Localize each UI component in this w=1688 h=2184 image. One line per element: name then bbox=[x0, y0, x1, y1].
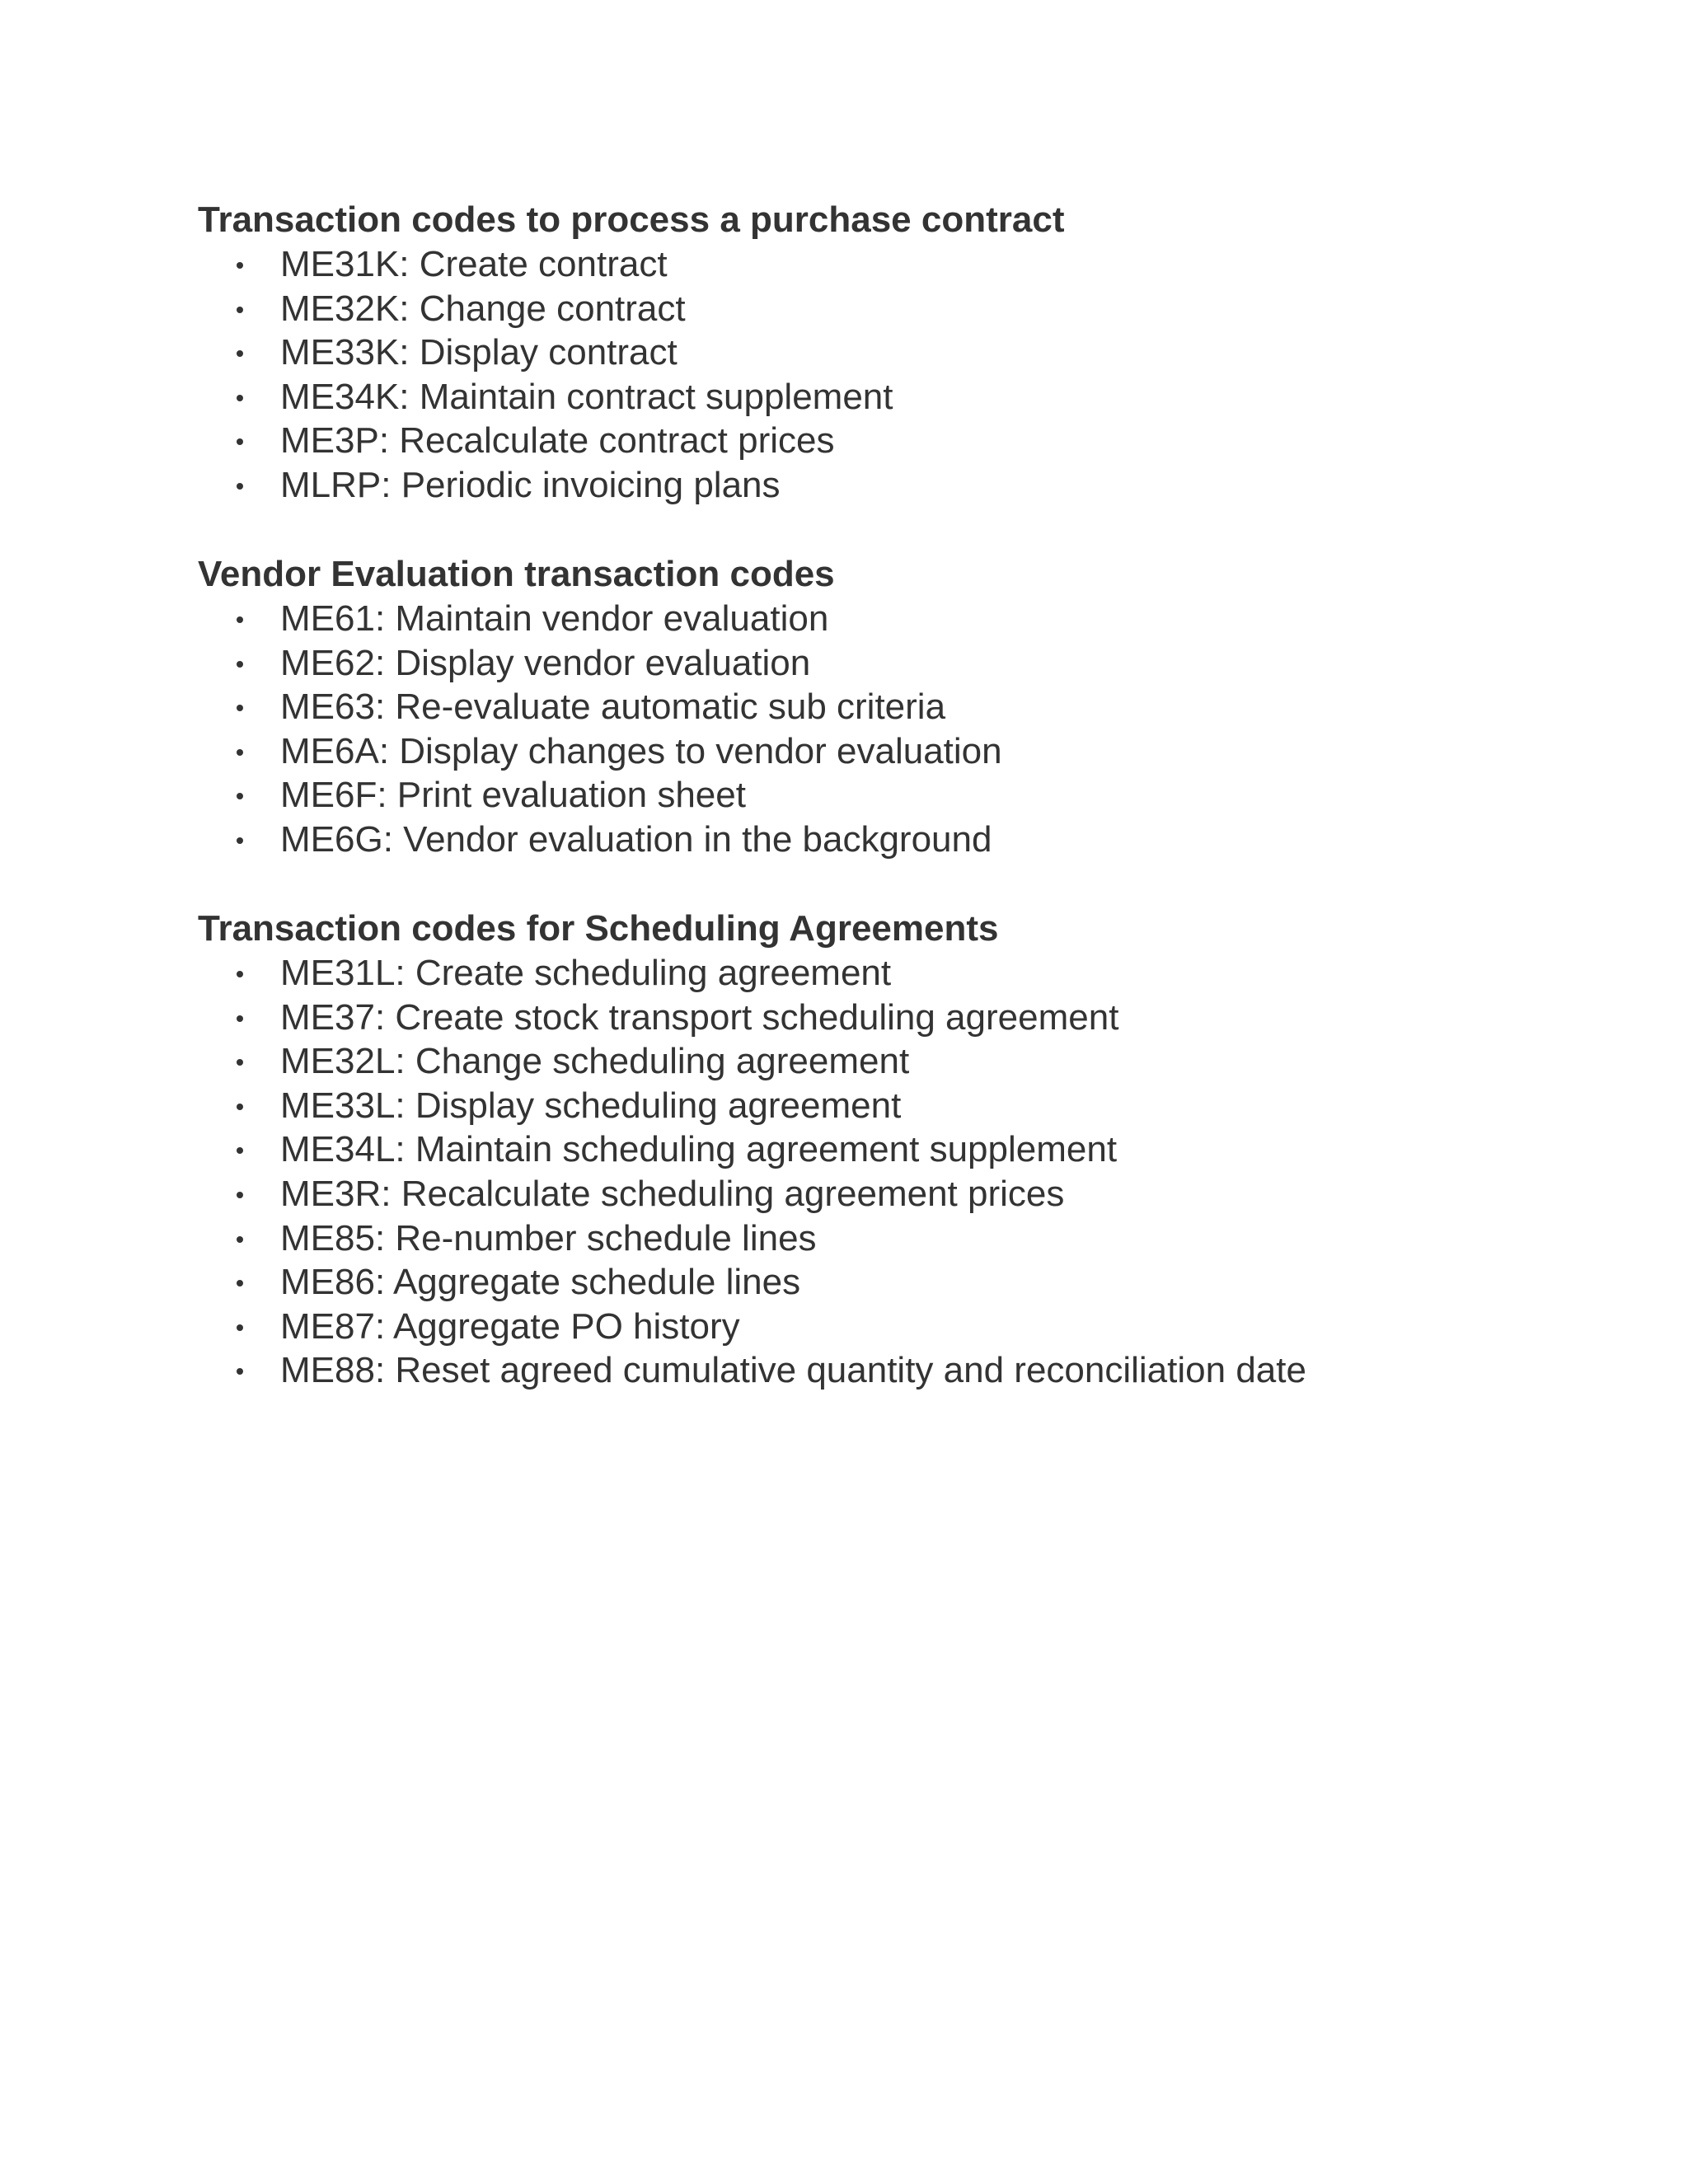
list-item bbox=[198, 287, 1599, 331]
bullet-icon bbox=[237, 1059, 243, 1066]
list-item bbox=[198, 685, 1599, 729]
list-item bbox=[198, 1172, 1599, 1216]
bullet-icon bbox=[237, 1368, 243, 1375]
bullet-icon bbox=[237, 661, 243, 668]
bullet-icon bbox=[237, 438, 243, 445]
bullet-icon bbox=[237, 1192, 243, 1198]
list-item-text: ME62: Display vendor evaluation bbox=[280, 642, 811, 683]
list-item bbox=[198, 818, 1599, 862]
list-item bbox=[198, 419, 1599, 463]
list-item-text: ME63: Re-evaluate automatic sub criteria bbox=[280, 687, 946, 728]
list-item bbox=[198, 996, 1599, 1040]
list-item bbox=[198, 773, 1599, 818]
list-item-text: ME88: Reset agreed cumulative quantity and reconciliation date bbox=[280, 1350, 1306, 1391]
bullet-icon bbox=[237, 1280, 243, 1286]
list-item-text: ME3P: Recalculate contract prices bbox=[280, 420, 835, 462]
list-item-text: ME31L: Create scheduling agreement bbox=[280, 953, 892, 993]
list-item-text: ME33L: Display scheduling agreement bbox=[280, 1085, 902, 1126]
section-vendor-evaluation bbox=[198, 552, 1599, 862]
list-item bbox=[198, 242, 1599, 287]
list-item-text: ME6G: Vendor evaluation in the background bbox=[280, 818, 992, 860]
list-item bbox=[198, 375, 1599, 419]
list-item-text: ME33K: Display contract bbox=[280, 332, 678, 373]
list-item-text: ME87: Aggregate PO history bbox=[280, 1305, 740, 1347]
bullet-icon bbox=[237, 1324, 243, 1331]
list-item-text: ME6F: Print evaluation sheet bbox=[280, 775, 746, 816]
bullet-icon bbox=[237, 262, 243, 269]
bullet-icon bbox=[237, 1236, 243, 1243]
section-purchase-contract bbox=[198, 198, 1599, 508]
bullet-icon bbox=[237, 793, 243, 799]
list-item-text: ME85: Re-number schedule lines bbox=[280, 1217, 817, 1258]
list-item bbox=[198, 330, 1599, 375]
list-item-text: ME34K: Maintain contract supplement bbox=[280, 376, 893, 417]
list-item bbox=[198, 1260, 1599, 1305]
list-item-text: ME34L: Maintain scheduling agreement supplement bbox=[280, 1129, 1118, 1170]
list-item-text: MLRP: Periodic invoicing plans bbox=[280, 464, 781, 505]
bullet-icon bbox=[237, 395, 243, 401]
transaction-code-list bbox=[198, 597, 1599, 862]
list-item bbox=[198, 1039, 1599, 1084]
list-item-text: ME3R: Recalculate scheduling agreement prices bbox=[280, 1173, 1065, 1214]
list-item bbox=[198, 1305, 1599, 1349]
bullet-icon bbox=[237, 307, 243, 313]
list-item-text: ME32L: Change scheduling agreement bbox=[280, 1041, 910, 1082]
section-scheduling-agreements bbox=[198, 907, 1599, 1393]
transaction-code-list bbox=[198, 242, 1599, 508]
bullet-icon bbox=[237, 1015, 243, 1022]
list-item bbox=[198, 1084, 1599, 1128]
list-item bbox=[198, 597, 1599, 641]
section-heading: Vendor Evaluation transaction codes bbox=[198, 554, 835, 594]
list-item bbox=[198, 951, 1599, 996]
list-item bbox=[198, 729, 1599, 774]
bullet-icon bbox=[237, 705, 243, 711]
bullet-icon bbox=[237, 616, 243, 623]
section-heading: Transaction codes for Scheduling Agreements bbox=[198, 908, 999, 949]
list-item-text: ME61: Maintain vendor evaluation bbox=[280, 598, 829, 639]
list-item bbox=[198, 1127, 1599, 1172]
list-item-text: ME31K: Create contract bbox=[280, 244, 668, 284]
list-item-text: ME6A: Display changes to vendor evaluation bbox=[280, 730, 1002, 771]
list-item bbox=[198, 1348, 1599, 1393]
bullet-icon bbox=[237, 971, 243, 977]
bullet-icon bbox=[237, 749, 243, 756]
list-item bbox=[198, 463, 1599, 508]
list-item-text: ME32K: Change contract bbox=[280, 288, 686, 329]
transaction-code-list bbox=[198, 951, 1599, 1393]
bullet-icon bbox=[237, 350, 243, 357]
section-heading: Transaction codes to process a purchase contract bbox=[198, 199, 1065, 240]
list-item bbox=[198, 641, 1599, 686]
bullet-icon bbox=[237, 1147, 243, 1154]
list-item-text: ME37: Create stock transport scheduling agreement bbox=[280, 996, 1119, 1038]
list-item-text: ME86: Aggregate schedule lines bbox=[280, 1262, 801, 1303]
bullet-icon bbox=[237, 483, 243, 490]
bullet-icon bbox=[237, 837, 243, 844]
bullet-icon bbox=[237, 1104, 243, 1110]
list-item bbox=[198, 1216, 1599, 1261]
